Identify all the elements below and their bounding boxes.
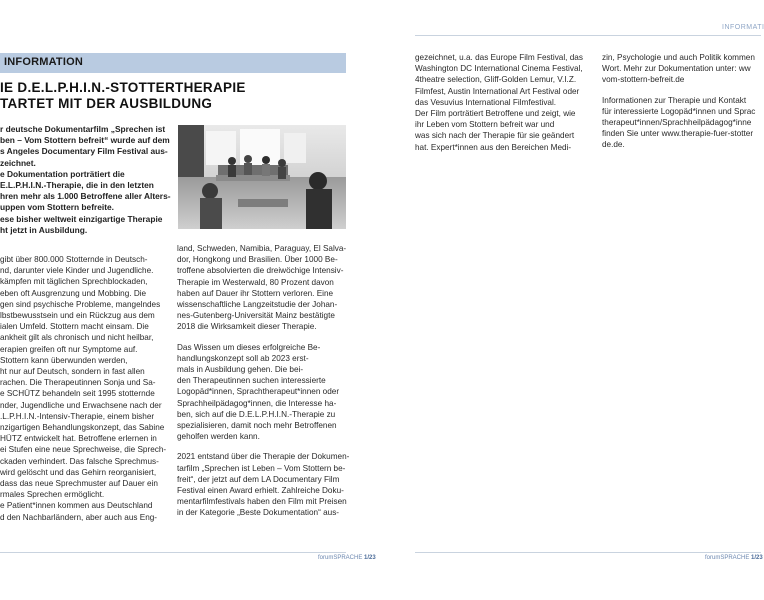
lead-line: s Angeles Documentary Film Festival aus- xyxy=(0,146,168,157)
body-line: 2021 entstand über die Therapie der Dokumen- xyxy=(177,452,350,462)
body-line: mals in Ausbildung gehen. Die bei- xyxy=(177,365,304,375)
lead-line: ht jetzt in Ausbildung. xyxy=(0,224,88,235)
body-line: 2018 die Wirksamkeit dieser Therapie. xyxy=(177,322,317,332)
body-line: gibt über 800.000 Stotternde in Deutsch- xyxy=(0,255,148,264)
body-line: hat. Expert*innen aus den Bereichen Medi- xyxy=(415,142,572,152)
body-line: de.de. xyxy=(602,140,625,150)
body-line: nder, Jugendliche und Erwachsene nach der xyxy=(0,400,162,410)
body-line: nes-Gutenberg-Universität Mainz bestätigte xyxy=(177,311,335,321)
body-line: wissenschaftliche Langzeitstudie der Johan- xyxy=(177,300,338,310)
body-column-3 xyxy=(415,52,585,153)
body-line: Informationen zur Therapie und Kontakt xyxy=(602,95,747,105)
body-column-2 xyxy=(177,243,350,519)
photo-illustration xyxy=(178,125,346,229)
page-footer xyxy=(318,555,376,561)
body-line: freit“, der jetzt auf dem LA Documentary Film xyxy=(177,474,340,484)
body-line: .L.P.H.I.N.-Intensiv-Therapie, einem bisher xyxy=(0,411,155,421)
body-line: handlungskonzept soll ab 2023 erst- xyxy=(177,353,309,363)
body-line: ialen Umfeld. Stottern macht einsam. Die xyxy=(0,322,149,332)
body-line: Stottern kann überwunden werden, xyxy=(0,355,128,365)
body-line: ckaden verhindert. Das falsche Sprechmus- xyxy=(0,456,159,466)
body-line: Festival einen Award erhielt. Zahlreiche Doku- xyxy=(177,486,344,496)
footer-rule xyxy=(415,552,761,553)
section-banner xyxy=(0,53,346,73)
body-line: Wort. Mehr zur Dokumentation unter: ww xyxy=(602,64,751,74)
body-line: dass das neue Sprechmuster auf Dauer ein xyxy=(0,479,158,489)
body-line: Das Wissen um dieses erfolgreiche Be- xyxy=(177,342,321,352)
body-line: dor, Hongkong und Brasilien. Über 1000 Be- xyxy=(177,255,338,265)
body-line: therapeut*innen/Sprachheilpädagog*inne xyxy=(602,118,752,128)
body-line: ihr Leben vom Stottern befreit war und xyxy=(415,120,555,130)
lead-paragraph xyxy=(0,124,171,236)
body-line: tarfilm „Sprechen ist Leben – Vom Stottern be- xyxy=(177,463,346,473)
body-line: Der Film porträtiert Betroffene und zeigt, wie xyxy=(415,109,576,119)
lead-line: E.L.P.H.I.N.-Therapie, die in den letzten xyxy=(0,180,154,191)
body-line: lbstbewusstsein und ein Rückzug aus dem xyxy=(0,311,155,321)
body-line: ei Stufen eine neue Sprechweise, die Sprech- xyxy=(0,445,167,455)
banner-label: INFORMATION xyxy=(4,56,83,68)
lead-line: e Dokumentation porträtiert die xyxy=(0,168,125,179)
body-line: eben oft Ausgrenzung und Mobbing. Die xyxy=(0,288,147,298)
body-line: e SCHÜTZ behandeln seit 1995 stotternde xyxy=(0,389,155,399)
body-line: Logopäd*innen, Sprachtherapeut*innen oder xyxy=(177,387,340,397)
body-line: finden Sie unter www.therapie-fuer-stotter xyxy=(602,129,754,139)
body-line: gezeichnet, u.a. das Europe Film Festival, das xyxy=(415,53,583,62)
lead-line: uppen vom Stottern befreite. xyxy=(0,202,115,213)
body-line: geholfen werden kann. xyxy=(177,432,260,442)
body-line: für interessierte Logopäd*innen und Sprac xyxy=(602,106,756,116)
body-line: ht nur auf Deutsch, sondern in fast allen xyxy=(0,367,145,377)
title-line: IE D.E.L.P.H.I.N.-STOTTERTHERAPIE xyxy=(0,80,246,95)
header-rule xyxy=(415,35,761,36)
body-line: zin, Psychologie und auch Politik kommen xyxy=(602,53,755,62)
lead-line: ese bisher weltweit einzigartige Therapie xyxy=(0,213,163,224)
body-line: haben auf Dauer ihr Stottern verloren. Eine xyxy=(177,288,334,298)
footer-label: forumSPRACHE xyxy=(705,555,750,561)
body-line: in der Kategorie „Beste Dokumentation“ aus- xyxy=(177,508,340,518)
body-line: rachen. Die Therapeutinnen Sonja und Sa- xyxy=(0,378,156,388)
page-footer xyxy=(705,555,763,561)
body-line: wird gelöscht und das Gehirn reorganisiert, xyxy=(0,467,157,477)
lead-line: hren mehr als 1.000 Betroffene aller Alters- xyxy=(0,191,171,202)
title-line: TARTET MIT DER AUSBILDUNG xyxy=(0,96,213,111)
body-line: Therapie im Westerwald, 80 Prozent davon xyxy=(177,277,334,287)
therapy-session-photo xyxy=(178,125,346,229)
body-line: vom-stottern-befreit.de xyxy=(602,75,685,85)
page-number: 1/23 xyxy=(751,555,763,561)
body-line: erapien greifen oft nur Symptome auf. xyxy=(0,344,138,354)
body-column-1 xyxy=(0,254,167,523)
body-line: Washington DC International Cinema Festival, xyxy=(415,64,583,74)
body-line: gen sind psychische Probleme, mangelndes xyxy=(0,299,161,309)
article-title xyxy=(0,80,250,112)
body-line: Filmfest, Austin International Art Festival oder xyxy=(415,86,580,96)
footer-label: forumSPRACHE xyxy=(318,555,363,561)
body-line: HÜTZ entwickelt hat. Betroffene erlernen in xyxy=(0,434,157,444)
body-column-4 xyxy=(602,52,761,151)
body-line: was sich nach der Therapie für sie geändert xyxy=(415,131,575,141)
lead-line: r deutsche Dokumentarfilm „Sprechen ist xyxy=(0,124,166,134)
body-line: nzigartigen Behandlungskonzept, das Sabine xyxy=(0,423,165,433)
page-number: 1/23 xyxy=(364,555,376,561)
left-page xyxy=(0,0,380,600)
body-line: ankheit gilt als chronisch und nicht heilbar, xyxy=(0,333,154,343)
body-line: das Vesuvius International Filmfestival. xyxy=(415,97,557,107)
body-line: e Patient*innen kommen aus Deutschland xyxy=(0,501,153,511)
lead-line: zeichnet. xyxy=(0,157,36,168)
body-line: ben, sich auf die D.E.L.P.H.I.N.-Therapie zu xyxy=(177,409,336,419)
body-line: land, Schweden, Namibia, Paraguay, El Salva- xyxy=(177,244,347,253)
body-line: mentarfilmfestivals haben den Film mit Preisen xyxy=(177,497,347,507)
body-line: 4theatre selection, Gliff-Golden Lemur, V.I.Z. xyxy=(415,75,577,85)
body-line: den Therapeutinnen suchen interessierte xyxy=(177,376,326,386)
body-line: rmales Sprechen ermöglicht. xyxy=(0,490,105,500)
right-page xyxy=(380,0,764,600)
body-line: spezialisieren, damit noch mehr Betroffenen xyxy=(177,421,337,431)
body-line: nd, darunter viele Kinder und Jugendliche. xyxy=(0,266,154,276)
body-line: d den Nachbarländern, aber auch aus Eng- xyxy=(0,512,158,522)
running-header: INFORMATI xyxy=(722,24,764,31)
footer-rule xyxy=(0,552,346,553)
body-line: Sprachheilpädagog*innen, die Interesse ha- xyxy=(177,398,337,408)
body-line: troffene absolvierten die dreiwöchige Intensiv- xyxy=(177,266,344,276)
body-line: kämpfen mit täglichen Sprechblockaden, xyxy=(0,277,148,287)
lead-line: ben – Vom Stottern befreit“ wurde auf dem xyxy=(0,135,170,146)
